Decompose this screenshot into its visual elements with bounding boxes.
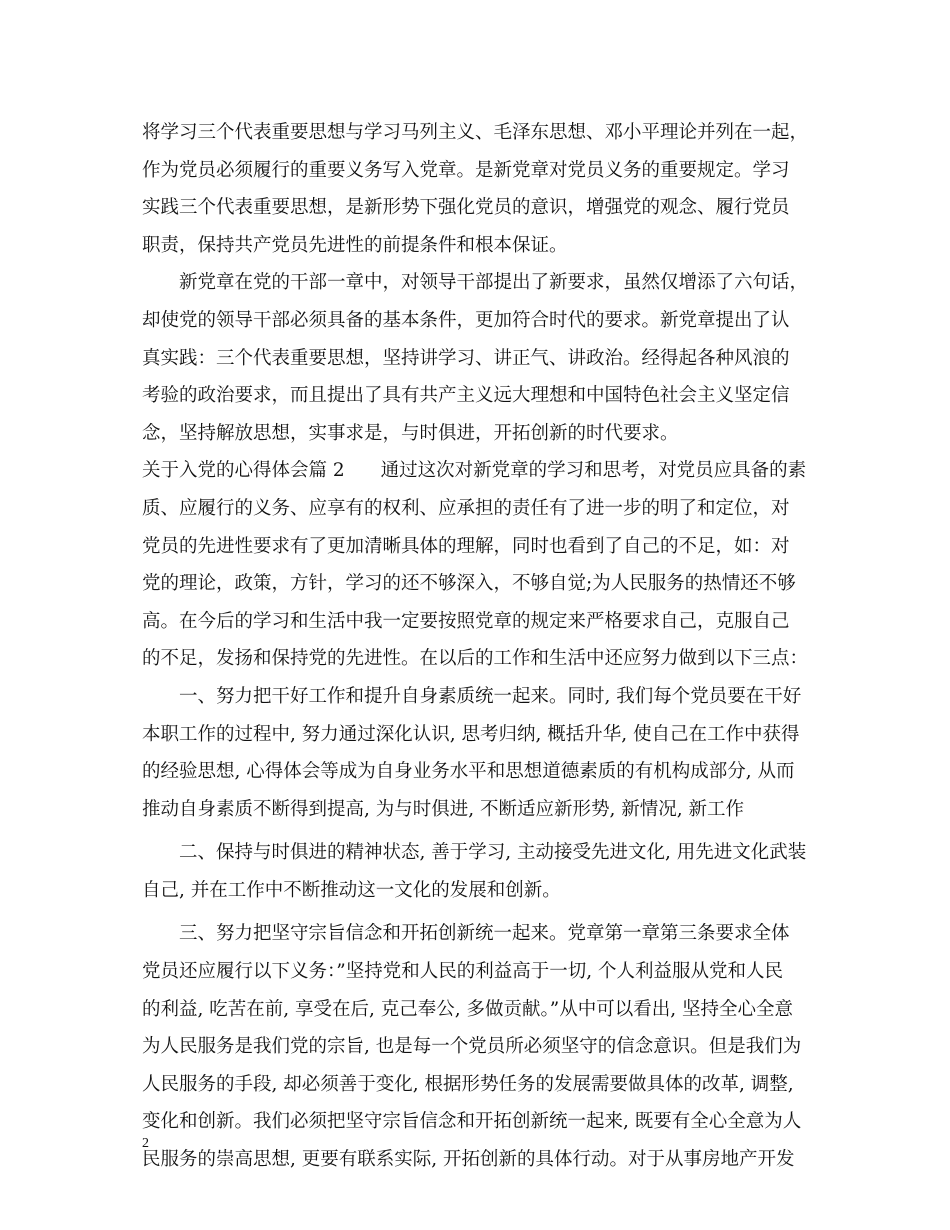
text-line <box>142 452 814 490</box>
text-line: 自己, 并在工作中不断推动这一文化的发展和创新。 <box>142 879 561 901</box>
text-line: 的经验思想, 心得体会等成为自身业务水平和思想道德素质的有机构成部分, 从而 <box>142 761 795 783</box>
text-line: 党员还应履行以下义务：”坚持党和人民的利益高于一切, 个人利益服从党和人民 <box>142 961 783 983</box>
text-line: 三、努力把坚守宗旨信念和开拓创新统一起来。党章第一章第三条要求全体 <box>179 923 790 945</box>
text-line: 二、保持与时俱进的精神状态, 善于学习, 主动接受先进文化, 用先进文化武装 <box>179 842 807 864</box>
text-line: 党的理论，政策，方针，学习的还不够深入，不够自觉;为人民服务的热情还不够 <box>142 573 796 595</box>
text-line: 的利益, 吃苦在前, 享受在后, 克己奉公, 多做贡献。”从中可以看出, 坚持全心全意 <box>142 998 794 1020</box>
text-line: 作为党员必须履行的重要义务写入党章。是新党章对党员义务的重要规定。学习 <box>142 159 790 181</box>
text-line: 民服务的崇高思想, 更要有联系实际, 开拓创新的具体行动。对于从事房地产开发 <box>142 1149 795 1171</box>
text-line: 党员的先进性要求有了更加清晰具体的理解，同时也看到了自己的不足，如：对 <box>142 535 790 557</box>
paragraph <box>142 678 814 828</box>
text-line: 变化和创新。我们必须把坚守宗旨信念和开拓创新统一起来, 既要有全心全意为人 <box>142 1111 802 1133</box>
text-line: 新党章在党的干部一章中，对领导干部提出了新要求，虽然仅增添了六句话， <box>179 272 809 294</box>
paragraph <box>142 114 814 264</box>
text-run: 通过这次对新党章的学习和思考，对党员应具备的素 <box>380 460 807 482</box>
paragraph <box>142 915 814 1178</box>
text-line: 一、努力把干好工作和提升自身素质统一起来。同时, 我们每个党员要在干好 <box>179 685 802 707</box>
section-heading: 关于入党的心得体会篇 2 <box>142 460 345 482</box>
text-line: 高。在今后的学习和生活中我一定要按照党章的规定来严格要求自己，克服自己 <box>142 610 790 632</box>
text-line: 实践三个代表重要思想，是新形势下强化党员的意识，增强党的观念、履行党员 <box>142 197 790 219</box>
text-line: 推动自身素质不断得到提高, 为与时俱进, 不断适应新形势, 新情况, 新工作 <box>142 798 745 820</box>
text-line: 却使党的领导干部必须具备的基本条件，更加符合时代的要求。新党章提出了认 <box>142 309 790 331</box>
text-line: 人民服务的手段, 却必须善于变化, 根据形势任务的发展需要做具体的改革, 调整, <box>142 1073 794 1095</box>
page-number: 2 <box>142 1136 149 1151</box>
text-line: 为人民服务是我们党的宗旨, 也是每一个党员所必须坚守的信念意识。但是我们为 <box>142 1036 802 1058</box>
text-line: 的不足，发扬和保持党的先进性。在以后的工作和生活中还应努力做到以下三点： <box>142 648 809 670</box>
paragraph <box>142 264 814 452</box>
section-paragraph <box>142 452 814 678</box>
text-line: 本职工作的过程中, 努力通过深化认识, 思考归纳, 概括升华, 使自己在工作中获得 <box>142 723 800 745</box>
text-line: 质、应履行的义务、应享有的权利、应承担的责任有了进一步的明了和定位，对 <box>142 497 790 519</box>
text-line: 念，坚持解放思想，实事求是，与时俱进，开拓创新的时代要求。 <box>142 422 679 444</box>
text-line: 真实践：三个代表重要思想，坚持讲学习、讲正气、讲政治。经得起各种风浪的 <box>142 347 790 369</box>
text-line: 将学习三个代表重要思想与学习马列主义、毛泽东思想、邓小平理论并列在一起， <box>142 122 809 143</box>
document-body <box>142 114 814 1179</box>
text-line: 考验的政治要求，而且提出了具有共产主义远大理想和中国特色社会主义坚定信 <box>142 385 790 407</box>
paragraph <box>142 834 814 909</box>
text-line: 职责，保持共产党员先进性的前提条件和根本保证。 <box>142 234 568 256</box>
